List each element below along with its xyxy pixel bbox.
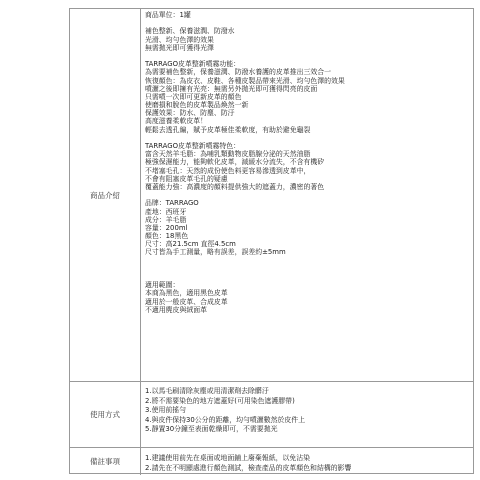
trait-line: 不會有阻塞皮革毛孔的疑慮 (145, 174, 228, 183)
scope-line: 不適用麂皮與絨面革 (145, 305, 208, 314)
spec-origin: 產地：西班牙 (145, 207, 187, 216)
feature-line: 只需噴一次即可更新皮革的顏色 (145, 92, 242, 101)
note-item: 2.請先在不明顯處進行顏色測試，檢查產品的皮革顏色和結構的影響 (145, 463, 352, 472)
usage-step: 2.將不需要染色的地方遮蓋好(可用染色遮護膠帶) (145, 396, 295, 405)
spec-brand: 品牌：TARRAGO (145, 199, 199, 208)
trait-line: 覆蓋能力強：高濃度的顏料提供強大的遮蓋力，濃密的著色 (145, 182, 325, 191)
trait-line: 富含天然羊毛脂：為哺乳類動物皮脂腺分泌的天然油脂 (145, 150, 311, 159)
usage-content (141, 382, 473, 447)
feature-line: 輕鬆去透孔編，賦予皮革極佳柔軟度，有助於避免龜裂 (145, 125, 311, 134)
feature-line: 恢復顏色：為皮衣、皮鞋、各種皮製品帶來光滑、均勻色澤的效果 (145, 76, 345, 85)
spec-ingredient: 成分：羊毛脂 (145, 215, 187, 224)
note-item: 1.建議使用前先在桌面或地面鋪上廢棄報紙，以免沾染 (145, 454, 311, 462)
trait-line: 不堵塞毛孔：天然的成份使色料更容易滲透到皮革中， (145, 166, 311, 175)
row-notes (70, 448, 473, 475)
spec-tolerance: 尺寸皆為手工測量，略有誤差，誤差約±5mm (145, 248, 286, 257)
feature-line: 為需要補色整新，保養滋潤、防潑水養護的皮革推出三效合一 (145, 68, 332, 77)
product-unit: 商品單位：1罐 (145, 11, 191, 19)
spec-size: 尺寸：高21.5cm 直徑4.5cm (145, 240, 236, 249)
scope-line: 本商為黑色，適用黑色皮革 (145, 289, 228, 298)
usage-step: 3.使用前搖勻 (145, 406, 187, 415)
notes-content (141, 448, 473, 475)
usage-step: 4.與皮件保持30公分的距離，均勻噴灑數然於皮件上 (145, 415, 306, 424)
usage-step: 1.以馬毛刷清除灰塵或用清潔劑去除髒汙 (145, 387, 269, 395)
summary-line: 補色整新、保養滋潤、防潑水 (145, 27, 235, 36)
feature-line: 噴灑之後即擁有光亮：無需另外拋光即可獲得閃亮的皮面 (145, 84, 318, 93)
scope-line: 適用於一般皮革、合成皮革 (145, 297, 228, 306)
feature-line: 使磨損和脫色的皮革製品煥然一新 (145, 101, 249, 110)
usage-step: 5.靜置30分鐘至表面乾燥即可，不需要拋光 (145, 425, 278, 434)
label-usage: 使用方式 (70, 382, 141, 447)
scope-title: 適用範圍： (145, 281, 180, 290)
row-product-intro (70, 9, 473, 382)
trait-line: 極強保濕能力，能夠軟化皮革，減緩水分流失，不含有機矽 (145, 158, 325, 167)
product-intro-content (141, 9, 473, 381)
summary-line: 光滑、均勻色澤的效果 (145, 35, 214, 44)
row-usage (70, 382, 473, 448)
traits-title: TARRAGO皮革整新噴霧特色： (145, 142, 241, 150)
feature-line: 保護效果：防水、防塵、防汙 (145, 109, 235, 118)
label-product-intro: 商品介紹 (70, 9, 141, 381)
spec-color: 顏色：18黑色 (145, 232, 189, 241)
features-title: TARRAGO皮革整新噴霧功能： (145, 60, 241, 69)
product-spec-table (69, 8, 474, 474)
feature-line: 高度滋養柔軟皮革！ (145, 117, 208, 126)
summary-line: 無需拋光即可獲得光澤 (145, 43, 214, 52)
label-notes: 備註事項 (70, 448, 141, 475)
spec-capacity: 容量：200ml (145, 223, 188, 232)
